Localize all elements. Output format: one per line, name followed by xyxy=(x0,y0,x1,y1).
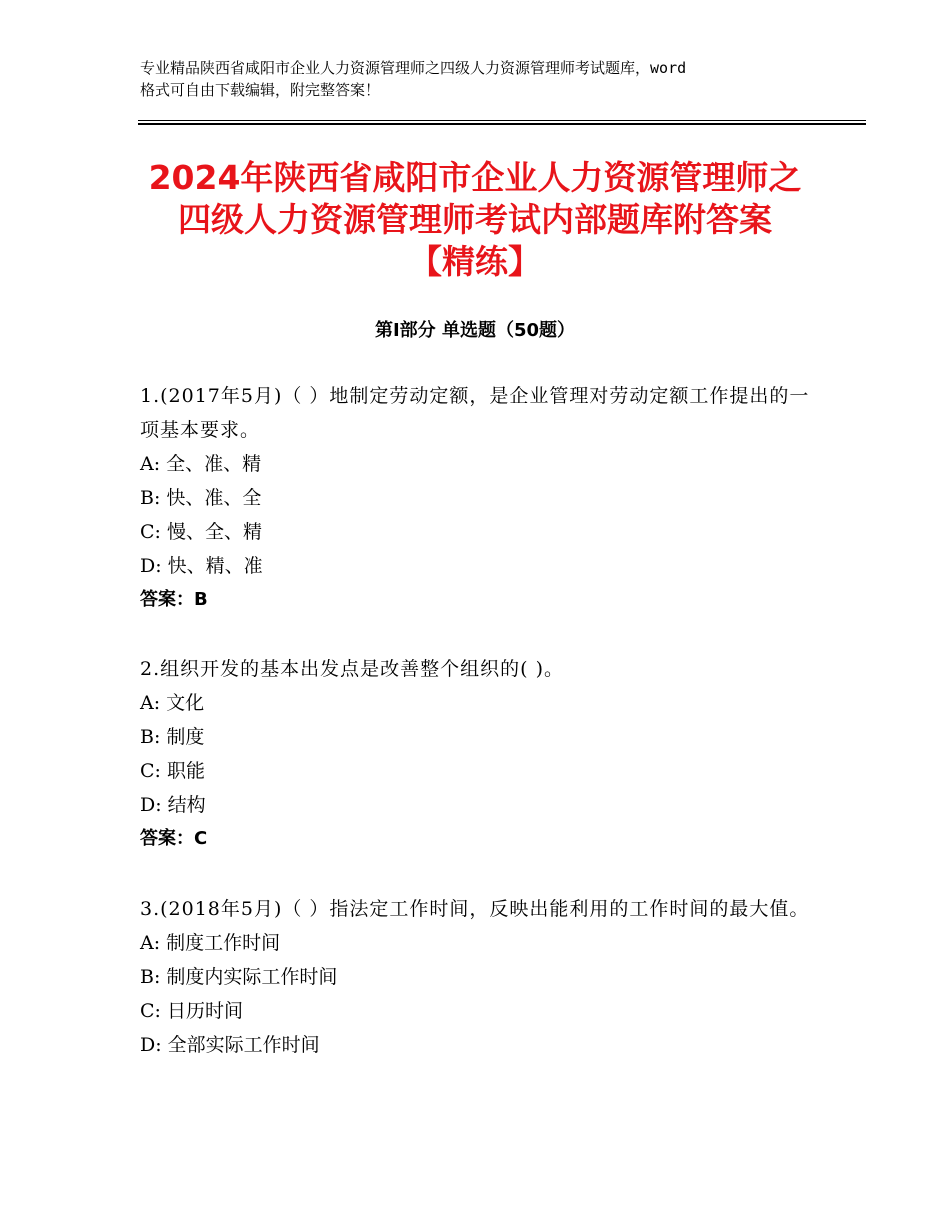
answer-option: C: 职能 xyxy=(140,760,205,782)
section-heading: 第Ⅰ部分 单选题（50题） xyxy=(374,320,575,341)
answer-option: A: 全、准、精 xyxy=(140,453,262,475)
answer-option: D: 快、精、准 xyxy=(140,555,263,577)
answer-option: A: 制度工作时间 xyxy=(140,932,281,954)
answer-option: B: 制度内实际工作时间 xyxy=(140,966,338,988)
question-text: 1.(2017年5月)（ ）地制定劳动定额，是企业管理对劳动定额工作提出的一项基本要求。 xyxy=(140,385,810,441)
question-item xyxy=(140,379,820,617)
header-divider xyxy=(138,120,866,121)
answer-option: C: 日历时间 xyxy=(140,1000,243,1022)
header-note-line: 格式可自由下载编辑，附完整答案！ xyxy=(140,81,381,99)
answer-option: B: 制度 xyxy=(140,726,205,748)
title-line: 【精练】 xyxy=(409,242,541,281)
answer-option: D: 结构 xyxy=(140,794,206,816)
header-divider xyxy=(138,123,866,125)
title-line: 四级人力资源管理师考试内部题库附答案 xyxy=(178,200,772,239)
title-line: 2024年陕西省咸阳市企业人力资源管理师之 xyxy=(148,158,802,197)
question-text: 2.组织开发的基本出发点是改善整个组织的( )。 xyxy=(140,658,564,680)
question-item xyxy=(140,892,820,1062)
question-item xyxy=(140,652,820,856)
answer-key: 答案：B xyxy=(140,589,208,610)
answer-option: C: 慢、全、精 xyxy=(140,521,262,543)
answer-option: B: 快、准、全 xyxy=(140,487,262,509)
question-text: 3.(2018年5月)（ ）指法定工作时间，反映出能利用的工作时间的最大值。 xyxy=(140,898,810,920)
answer-key: 答案：C xyxy=(140,828,208,849)
header-note xyxy=(140,57,830,101)
answer-option: D: 全部实际工作时间 xyxy=(140,1034,320,1056)
answer-option: A: 文化 xyxy=(140,692,205,714)
page-title xyxy=(100,157,850,283)
header-note-line: 专业精品陕西省咸阳市企业人力资源管理师之四级人力资源管理师考试题库，word xyxy=(140,59,687,77)
